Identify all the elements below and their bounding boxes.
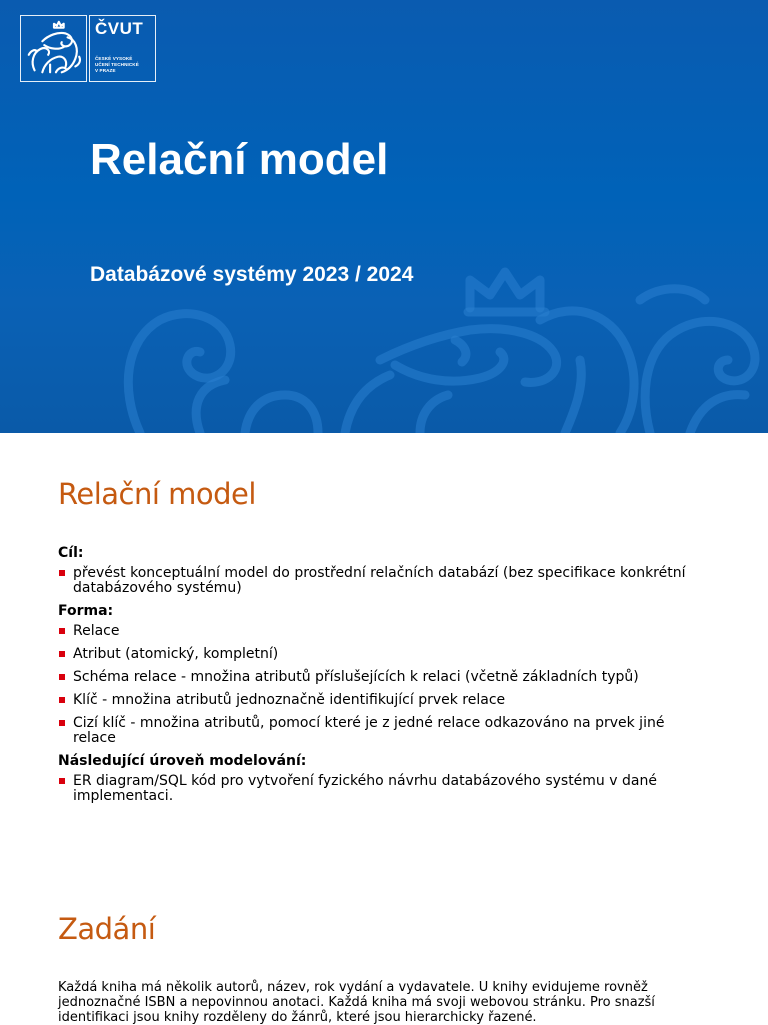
cvut-logo — [20, 15, 156, 82]
slide-subtitle: Databázové systémy 2023 / 2024 — [90, 263, 414, 286]
cvut-wordmark: ČVUT — [95, 19, 144, 38]
content-body — [58, 546, 708, 812]
list-item-text: převést konceptuální model do prostřední relačních databází (bez specifikace konkrétní databázového systému) — [73, 565, 686, 596]
list-item-text: Schéma relace - množina atributů příslušejících k relaci (včetně základních typů) — [73, 669, 639, 685]
bullet-square-icon — [59, 720, 65, 726]
list-item-text: Klíč - množina atributů jednoznačně identifikující prvek relace — [73, 692, 506, 708]
cvut-wordmark-box — [89, 15, 156, 82]
cvut-subtext-line: ČESKÉ VYSOKÉ — [95, 56, 133, 61]
slide-title: Relační model — [90, 135, 389, 184]
goal-list — [58, 566, 708, 596]
list-item — [58, 624, 708, 639]
cvut-subtext-line: UČENÍ TECHNICKÉ — [95, 62, 139, 67]
bullet-square-icon — [59, 778, 65, 784]
list-item — [58, 670, 708, 685]
bullet-square-icon — [59, 628, 65, 634]
section-label-form: Forma: — [58, 603, 114, 619]
bullet-square-icon — [59, 674, 65, 680]
lion-emblem-icon — [20, 15, 87, 82]
title-slide — [0, 0, 768, 433]
bullet-square-icon — [59, 570, 65, 576]
bullet-square-icon — [59, 697, 65, 703]
list-item-text: Cizí klíč - množina atributů, pomocí které je z jedné relace odkazováno na prvek jiné relace — [73, 715, 665, 746]
list-item — [58, 693, 708, 708]
list-item — [58, 774, 708, 804]
section-label-next-level: Následující úroveň modelování: — [58, 753, 307, 769]
zadani-heading: Zadání — [58, 912, 156, 946]
section-label-goal: Cíl: — [58, 545, 84, 561]
list-item-text: Atribut (atomický, kompletní) — [73, 646, 279, 662]
form-list — [58, 624, 708, 746]
list-item-text: ER diagram/SQL kód pro vytvoření fyzického návrhu databázového systému v dané implementaci. — [73, 773, 657, 804]
list-item-text: Relace — [73, 623, 120, 639]
list-item — [58, 566, 708, 596]
bullet-square-icon — [59, 651, 65, 657]
list-item — [58, 716, 708, 746]
zadani-paragraph: Každá kniha má několik autorů, název, rok vydání a vydavatele. U knihy evidujeme rovněž jednoznačné ISBN a nepovinnou anotaci. Každá kniha má svoji webovou stránku. Pro snazší identifikaci jsou knihy rozděleny do žánrů, které jsou hierarchicky řazené. — [58, 980, 655, 1025]
cvut-subtext — [95, 56, 155, 74]
next-level-list — [58, 774, 708, 804]
content-slide — [0, 433, 768, 1024]
list-item — [58, 647, 708, 662]
content-heading: Relační model — [58, 477, 256, 511]
cvut-subtext-line: V PRAZE — [95, 68, 116, 73]
